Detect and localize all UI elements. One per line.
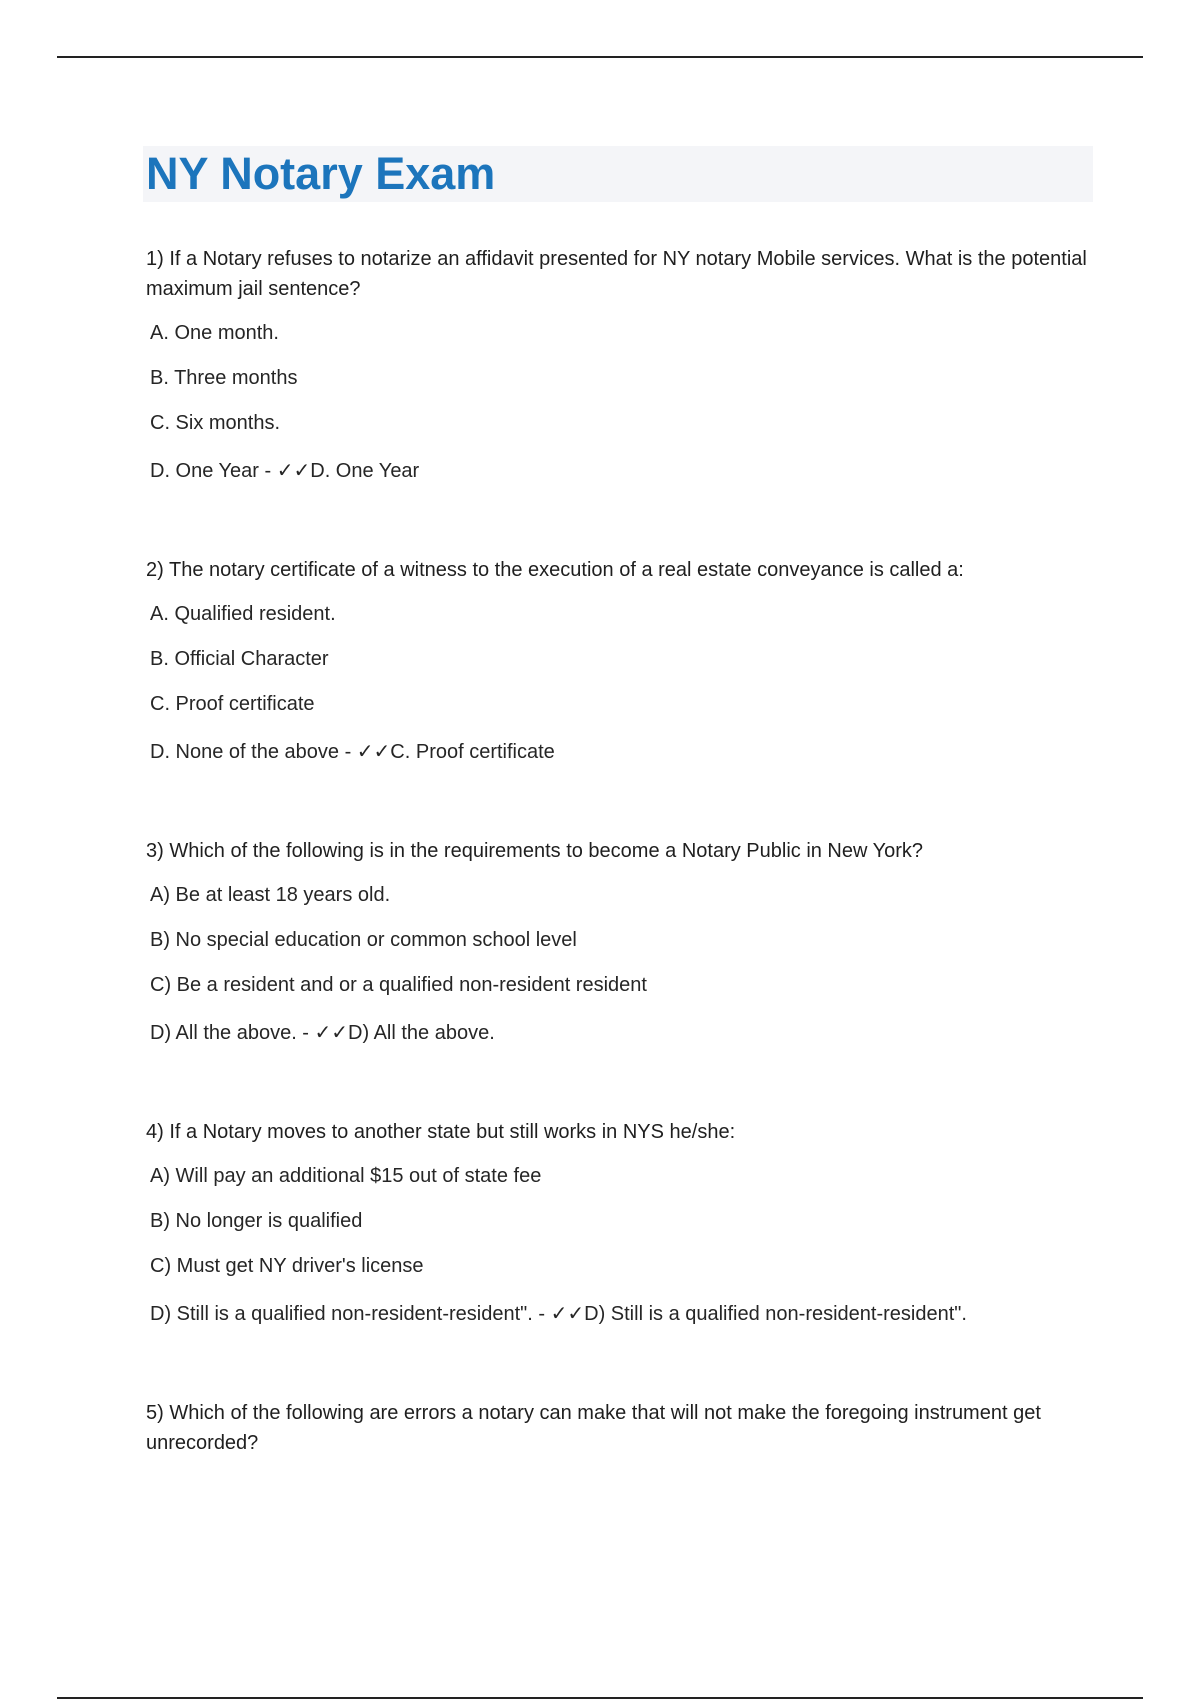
option-d-with-answer: D. None of the above - ✓✓C. Proof certificate	[150, 741, 555, 763]
option-d-with-answer: D) Still is a qualified non-resident-resident". - ✓✓D) Still is a qualified non-resident-resident".	[150, 1303, 967, 1325]
option-c: C. Six months.	[150, 412, 281, 434]
page-title: NY Notary Exam	[146, 148, 496, 199]
option-a: A) Will pay an additional $15 out of state fee	[150, 1165, 542, 1187]
question-text: 1) If a Notary refuses to notarize an affidavit presented for NY notary Mobile services. What is the potential maximum jail sentence?	[146, 248, 1087, 300]
question-5	[146, 1398, 1096, 1458]
option-c: C. Proof certificate	[150, 693, 315, 715]
option-d-with-answer: D. One Year - ✓✓D. One Year	[150, 460, 420, 482]
question-text: 5) Which of the following are errors a notary can make that will not make the foregoing instrument get unrecorded?	[146, 1402, 1041, 1454]
option-a: A) Be at least 18 years old.	[150, 884, 391, 906]
question-1	[146, 244, 1096, 486]
option-b: B) No longer is qualified	[150, 1210, 363, 1232]
question-text: 4) If a Notary moves to another state but still works in NYS he/she:	[146, 1121, 736, 1143]
question-text: 3) Which of the following is in the requirements to become a Notary Public in New York?	[146, 840, 924, 862]
option-b: B. Three months	[150, 367, 298, 389]
question-3	[146, 836, 1096, 1048]
question-list	[146, 244, 1096, 1527]
option-a: A. One month.	[150, 322, 279, 344]
question-text: 2) The notary certificate of a witness to the execution of a real estate conveyance is called a:	[146, 559, 964, 581]
header-rule	[57, 56, 1143, 58]
question-2	[146, 555, 1096, 767]
option-a: A. Qualified resident.	[150, 603, 336, 625]
question-4	[146, 1117, 1096, 1329]
option-c: C) Must get NY driver's license	[150, 1255, 424, 1277]
footer-rule	[57, 1697, 1143, 1699]
option-b: B) No special education or common school level	[150, 929, 577, 951]
option-d-with-answer: D) All the above. - ✓✓D) All the above.	[150, 1022, 495, 1044]
option-b: B. Official Character	[150, 648, 329, 670]
option-c: C) Be a resident and or a qualified non-resident resident	[150, 974, 647, 996]
